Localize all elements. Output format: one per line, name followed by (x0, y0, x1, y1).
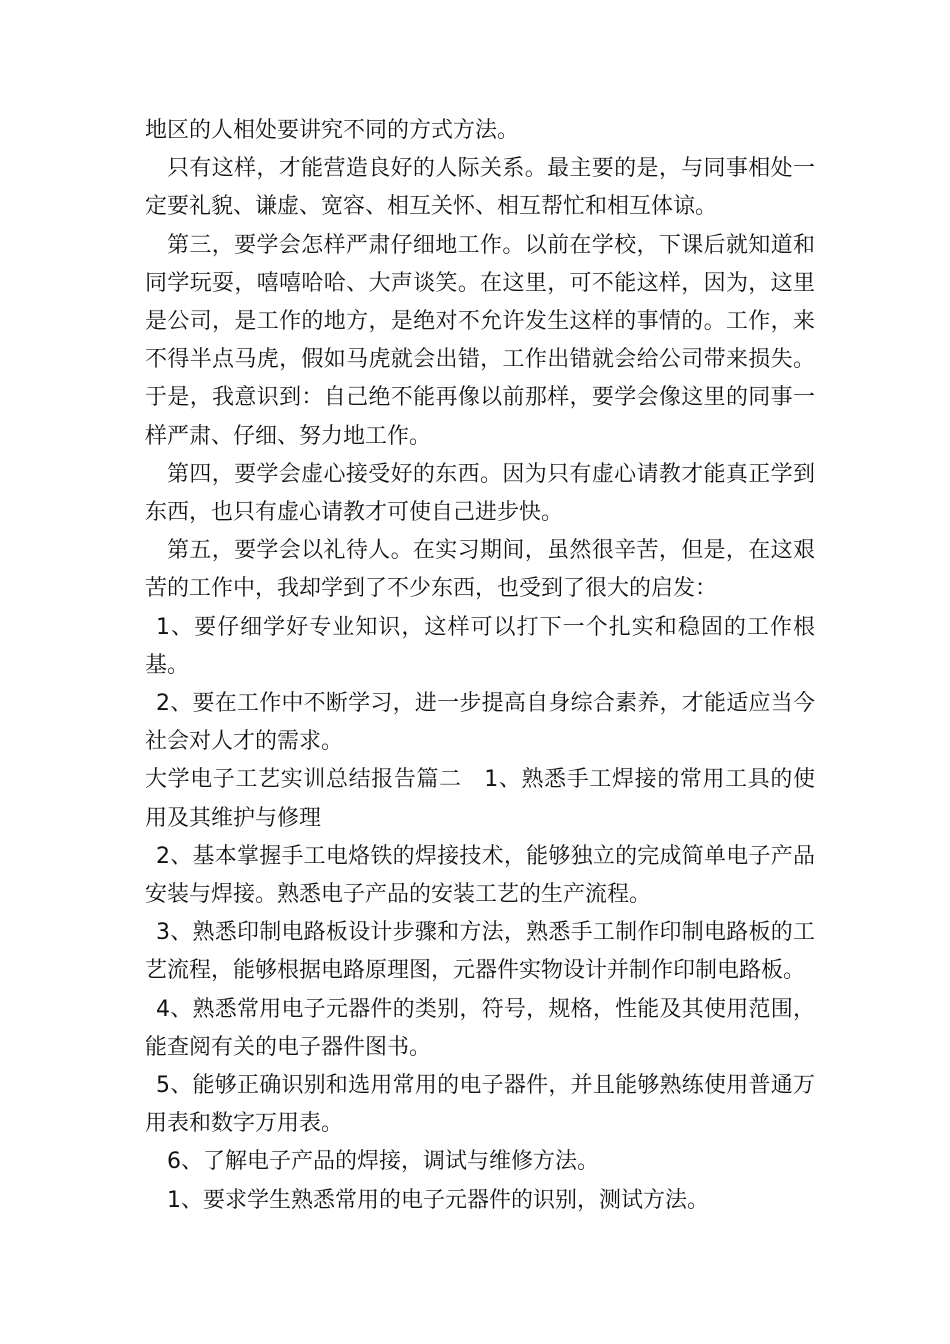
list-item: 1、要求学生熟悉常用的电子元器件的识别，测试方法。 (167, 1187, 709, 1213)
list-item: 6、了解电子产品的焊接，调试与维修方法。 (167, 1149, 599, 1175)
list-item: 4、熟悉常用电子元器件的类别，符号，规格，性能及其使用范围，能查阅有关的电子器件图书。 (145, 996, 815, 1060)
paragraph: 只有这样，才能营造良好的人际关系。最主要的是，与同事相处一定要礼貌、谦虚、宽容、相互关怀、相互帮忙和相互体谅。 (145, 156, 815, 220)
document-body (145, 112, 815, 1220)
section-heading-line: 大学电子工艺实训总结报告篇二 1、熟悉手工焊接的常用工具的使用及其维护与修理 (145, 767, 815, 831)
paragraph: 第五，要学会以礼待人。在实习期间，虽然很辛苦，但是，在这艰苦的工作中，我却学到了不少东西，也受到了很大的启发： (145, 538, 815, 602)
list-item: 5、能够正确识别和选用常用的电子器件，并且能够熟练使用普通万用表和数字万用表。 (145, 1073, 815, 1137)
list-item: 1、要仔细学好专业知识，这样可以打下一个扎实和稳固的工作根基。 (145, 614, 815, 678)
list-item: 3、熟悉印制电路板设计步骤和方法，熟悉手工制作印制电路板的工艺流程，能够根据电路原理图，元器件实物设计并制作印制电路板。 (145, 920, 815, 984)
paragraph: 第四，要学会虚心接受好的东西。因为只有虚心请教才能真正学到东西，也只有虚心请教才可使自己进步快。 (145, 461, 815, 526)
list-item: 2、要在工作中不断学习，进一步提高自身综合素养，才能适应当今社会对人才的需求。 (145, 691, 815, 755)
paragraph: 第三，要学会怎样严肃仔细地工作。以前在学校，下课后就知道和同学玩耍，嘻嘻哈哈、大声谈笑。在这里，可不能这样，因为，这里是公司，是工作的地方，是绝对不允许发生这样的事情的。工作，来不得半点马虎，假如马虎就会出错，工作出错就会给公司带来损失。于是，我意识到：自己绝不能再像以前那样，要学会像这里的同事一样严肃、仔细、努力地工作。 (145, 232, 815, 449)
list-item: 2、基本掌握手工电烙铁的焊接技术，能够独立的完成简单电子产品安装与焊接。熟悉电子产品的安装工艺的生产流程。 (145, 843, 815, 908)
paragraph: 地区的人相处要讲究不同的方式方法。 (145, 118, 520, 143)
